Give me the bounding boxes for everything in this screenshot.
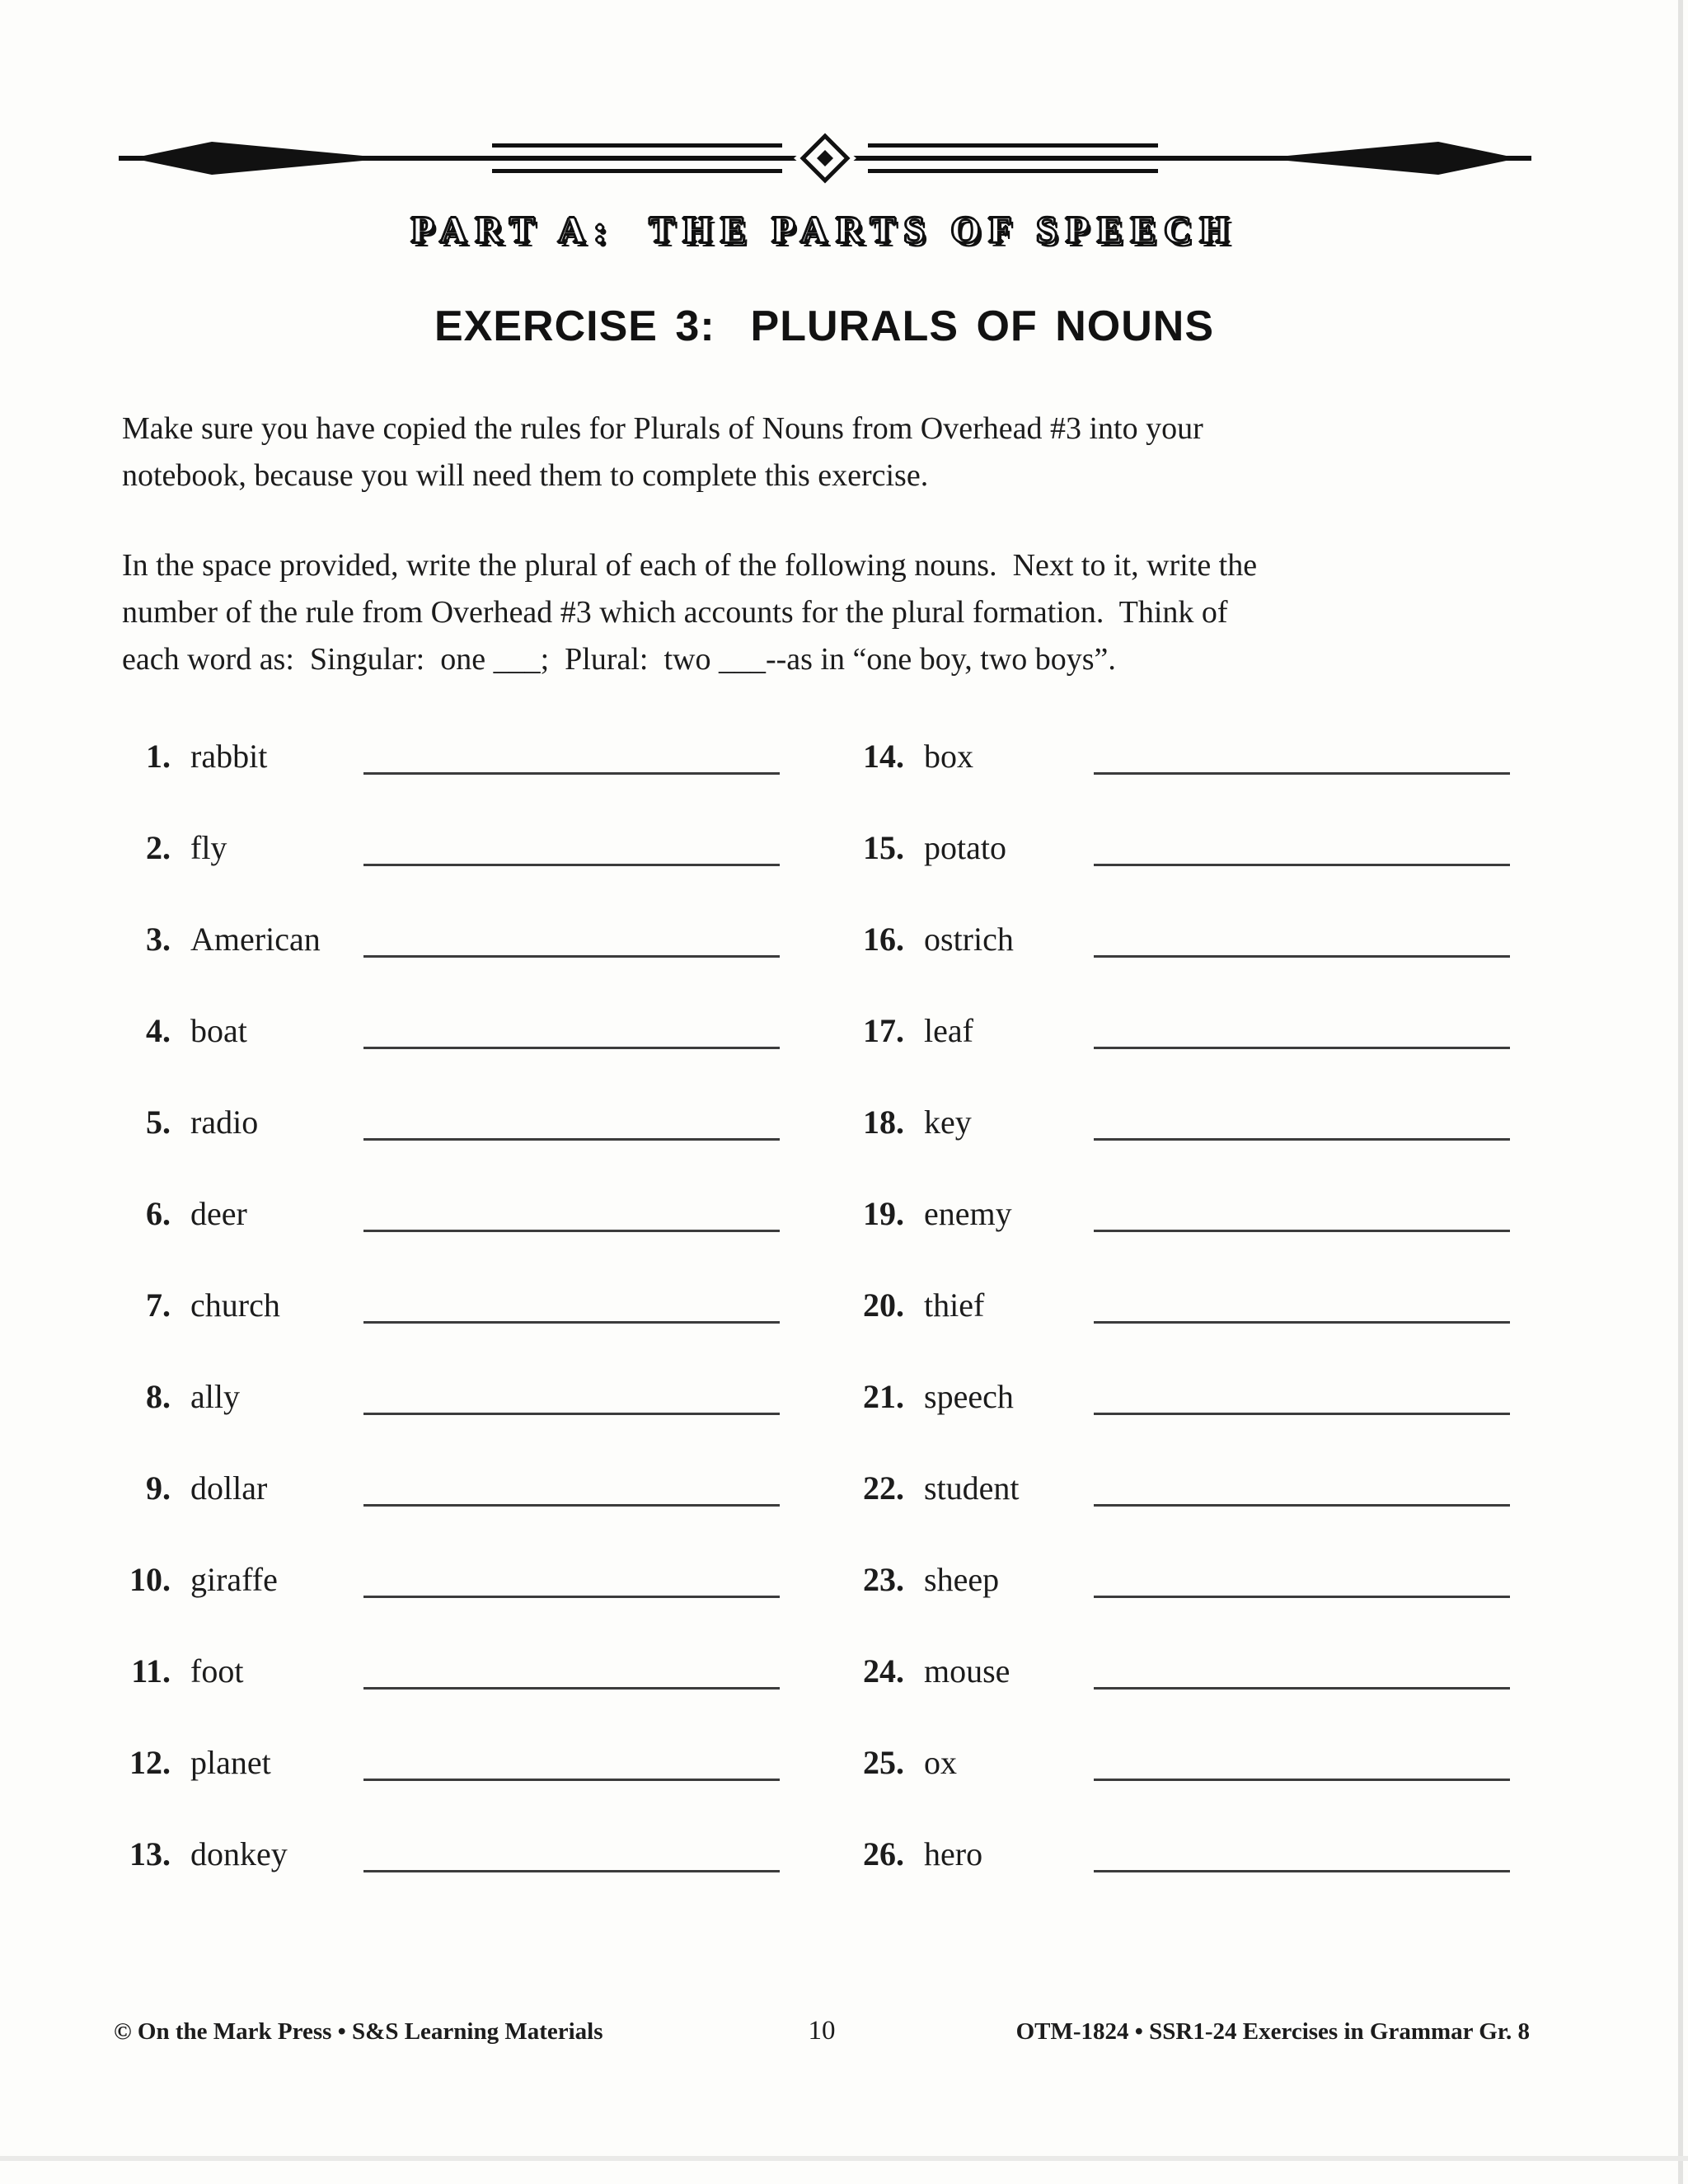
instruction-paragraph-1: [122, 405, 1540, 499]
answer-blank: [1094, 1230, 1510, 1232]
item-word: key: [924, 1104, 972, 1141]
list-item: [855, 1457, 1531, 1549]
item-word: rabbit: [190, 738, 268, 775]
answer-blank: [363, 1413, 780, 1415]
item-word: American: [190, 921, 321, 958]
answer-blank: [363, 1596, 780, 1598]
item-word: dollar: [190, 1469, 268, 1507]
answer-blank: [363, 1504, 780, 1507]
answer-blank: [1094, 1870, 1510, 1872]
item-number: 23.: [863, 1561, 904, 1598]
left-leaf-ornament: [132, 142, 389, 175]
item-number: 7.: [146, 1286, 171, 1324]
instruction-line: number of the rule from Overhead #3 which accounts for the plural formation. Think of: [122, 595, 1228, 630]
answer-blank: [1094, 1138, 1510, 1141]
publisher-credit: © On the Mark Press • S&S Learning Materials: [114, 2018, 603, 2045]
instruction-line: In the space provided, write the plural of each of the following nouns. Next to it, write the: [122, 548, 1258, 583]
answer-blank: [363, 772, 780, 775]
item-number: 14.: [863, 738, 904, 775]
item-number: 5.: [146, 1104, 171, 1141]
item-word: ox: [924, 1744, 957, 1781]
header-ornament-divider: [117, 132, 1533, 185]
noun-list-right-column: [855, 725, 1531, 1915]
item-word: thief: [924, 1286, 985, 1324]
answer-blank: [1094, 1047, 1510, 1049]
item-number: 11.: [131, 1652, 171, 1690]
list-item: [855, 1549, 1531, 1640]
item-number: 1.: [146, 738, 171, 775]
item-word: ostrich: [924, 921, 1014, 958]
scan-edge-bottom: [0, 2156, 1688, 2161]
item-number: 24.: [863, 1652, 904, 1690]
instruction-paragraph-2: [122, 542, 1540, 683]
list-item: [121, 1732, 855, 1823]
list-item: [855, 725, 1531, 817]
answer-blank: [1094, 864, 1510, 866]
list-item: [121, 1091, 855, 1183]
list-item: [121, 1183, 855, 1274]
answer-blank: [363, 1047, 780, 1049]
item-word: boat: [190, 1012, 247, 1049]
list-item: [121, 1274, 855, 1366]
item-word: donkey: [190, 1835, 288, 1872]
noun-list-left-column: [121, 725, 855, 1915]
list-item: [121, 1457, 855, 1549]
list-item: [855, 1640, 1531, 1732]
item-number: 26.: [863, 1835, 904, 1872]
item-number: 12.: [129, 1744, 171, 1781]
item-number: 13.: [129, 1835, 171, 1872]
item-word: ally: [190, 1378, 240, 1415]
exercise-title: EXERCISE 3: PLURALS OF NOUNS: [434, 302, 1214, 350]
list-item: [121, 1823, 855, 1915]
answer-blank: [363, 1138, 780, 1141]
list-item: [121, 725, 855, 817]
list-item: [121, 1366, 855, 1457]
item-word: planet: [190, 1744, 271, 1781]
answer-blank: [1094, 1779, 1510, 1781]
answer-blank: [363, 1779, 780, 1781]
list-item: [121, 1000, 855, 1091]
item-word: sheep: [924, 1561, 1000, 1598]
list-item: [121, 1549, 855, 1640]
answer-blank: [1094, 1413, 1510, 1415]
list-item: [855, 908, 1531, 1000]
item-word: enemy: [924, 1195, 1012, 1232]
list-item: [855, 1366, 1531, 1457]
answer-blank: [1094, 1504, 1510, 1507]
list-item: [855, 1091, 1531, 1183]
item-number: 10.: [129, 1561, 171, 1598]
answer-blank: [363, 1870, 780, 1872]
item-number: 2.: [146, 829, 171, 866]
item-number: 8.: [146, 1378, 171, 1415]
answer-blank: [1094, 1596, 1510, 1598]
item-word: deer: [190, 1195, 247, 1232]
instruction-line: each word as: Singular: one ___; Plural: two ___--as in “one boy, two boys”.: [122, 642, 1116, 677]
item-number: 15.: [863, 829, 904, 866]
item-word: potato: [924, 829, 1006, 866]
item-word: radio: [190, 1104, 259, 1141]
list-item: [855, 1732, 1531, 1823]
item-number: 9.: [146, 1469, 171, 1507]
answer-blank: [363, 864, 780, 866]
scan-edge-right: [1678, 0, 1683, 2184]
list-item: [121, 908, 855, 1000]
list-item: [855, 1183, 1531, 1274]
item-number: 20.: [863, 1286, 904, 1324]
right-leaf-ornament: [1261, 142, 1518, 175]
answer-blank: [1094, 1687, 1510, 1690]
list-item: [855, 1274, 1531, 1366]
list-item: [121, 1640, 855, 1732]
answer-blank: [363, 1230, 780, 1232]
item-word: giraffe: [190, 1561, 278, 1598]
page-footer: [114, 2016, 1530, 2046]
item-word: foot: [190, 1652, 244, 1690]
item-word: speech: [924, 1378, 1014, 1415]
list-item: [855, 817, 1531, 908]
answer-blank: [363, 1687, 780, 1690]
item-number: 3.: [146, 921, 171, 958]
answer-blank: [1094, 1321, 1510, 1324]
item-number: 16.: [863, 921, 904, 958]
item-number: 17.: [863, 1012, 904, 1049]
answer-blank: [363, 955, 780, 958]
item-number: 21.: [863, 1378, 904, 1415]
item-number: 22.: [863, 1469, 904, 1507]
item-word: mouse: [924, 1652, 1010, 1690]
answer-blank: [363, 1321, 780, 1324]
item-word: box: [924, 738, 973, 775]
answer-blank: [1094, 955, 1510, 958]
item-word: hero: [924, 1835, 983, 1872]
item-number: 25.: [863, 1744, 904, 1781]
list-item: [855, 1823, 1531, 1915]
list-item: [121, 817, 855, 908]
instruction-line: Make sure you have copied the rules for Plurals of Nouns from Overhead #3 into your: [122, 411, 1203, 446]
item-number: 6.: [146, 1195, 171, 1232]
book-reference: OTM-1824 • SSR1-24 Exercises in Grammar Gr. 8: [1015, 2018, 1530, 2045]
item-word: student: [924, 1469, 1020, 1507]
instruction-line: notebook, because you will need them to complete this exercise.: [122, 458, 929, 493]
item-number: 19.: [863, 1195, 904, 1232]
answer-blank: [1094, 772, 1510, 775]
list-item: [855, 1000, 1531, 1091]
item-number: 4.: [146, 1012, 171, 1049]
item-number: 18.: [863, 1104, 904, 1141]
item-word: leaf: [924, 1012, 973, 1049]
item-word: church: [190, 1286, 280, 1324]
part-title: PART A: THE PARTS OF SPEECH: [410, 209, 1238, 251]
page-number: 10: [808, 2016, 836, 2046]
item-word: fly: [190, 829, 227, 866]
noun-list: [121, 725, 1531, 1915]
